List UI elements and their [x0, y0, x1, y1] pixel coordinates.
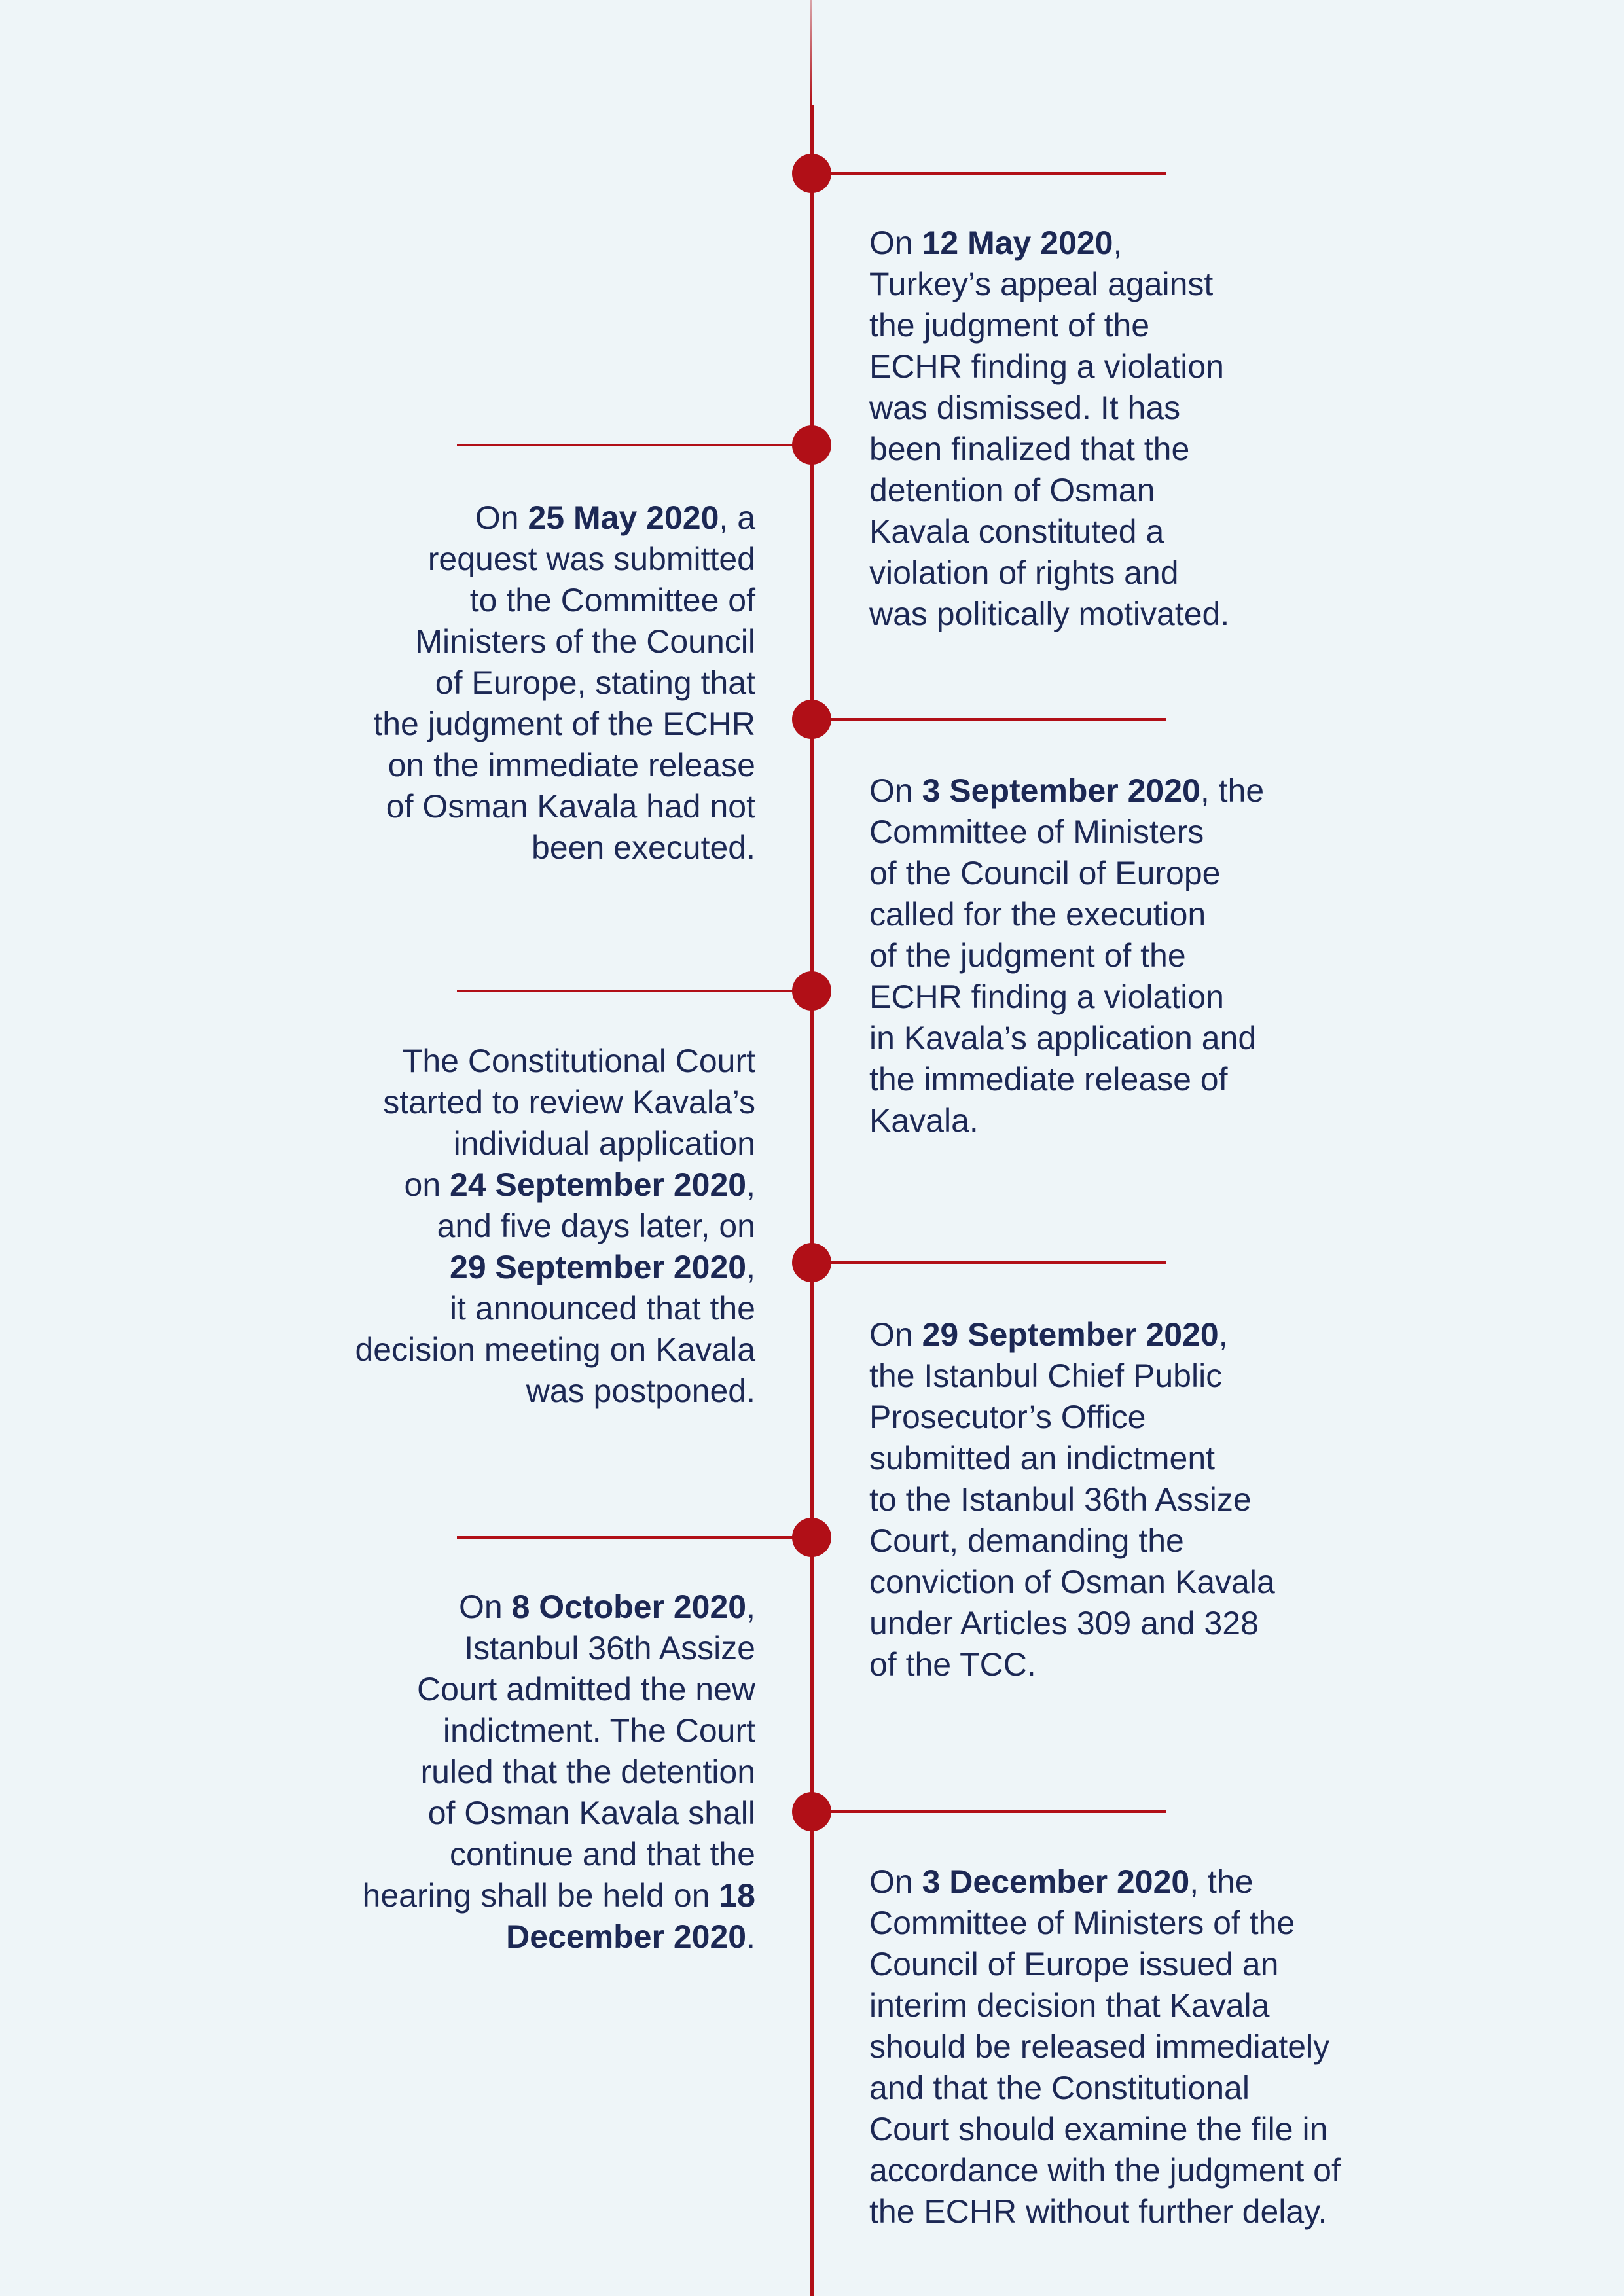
event-description: On	[869, 1316, 922, 1353]
event-date: 18 December 2020	[506, 1877, 755, 1955]
timeline-marker	[792, 1243, 831, 1282]
timeline-axis-top	[810, 0, 812, 105]
event-description: .	[746, 1918, 755, 1955]
connector-line	[812, 1261, 1166, 1264]
event-date: 3 September 2020	[922, 772, 1200, 809]
connector-line	[812, 1810, 1166, 1813]
connector-line	[812, 718, 1166, 721]
event-description: On	[869, 224, 922, 261]
event-text	[249, 1587, 755, 1958]
event-text	[869, 223, 1445, 635]
event-description: , it announced that the decision meeting on Kavala was postponed.	[355, 1249, 755, 1409]
connector-line	[457, 990, 812, 992]
timeline-marker	[792, 1792, 831, 1831]
event-description: On	[475, 499, 528, 536]
event-description: , Turkey’s appeal against the judgment of the ECHR finding a violation was dismissed. It has been finalized that the detention of Osman Kavala constituted a violation of rights and was politically motivated.	[869, 224, 1230, 632]
event-date: 8 October 2020	[511, 1588, 747, 1625]
event-description: On	[869, 1863, 922, 1900]
event-description: , Istanbul 36th Assize Court admitted the new indictment. The Court ruled that the detention of Osman Kavala shall continue and that the hearing shall be held on	[362, 1588, 755, 1914]
timeline-marker	[792, 154, 831, 193]
event-text	[869, 1314, 1445, 1685]
event-description: , and five days later, on	[437, 1166, 755, 1244]
event-date: 29 September 2020	[922, 1316, 1219, 1353]
event-text	[869, 770, 1445, 1141]
event-description: On	[458, 1588, 512, 1625]
event-text	[249, 497, 755, 869]
event-date: 29 September 2020	[450, 1249, 747, 1285]
event-description: , the Committee of Ministers of the Council of Europe called for the execution of the judgment of the ECHR finding a violation in Kavala’s application and the immediate release of Kavala.	[869, 772, 1265, 1139]
event-date: 24 September 2020	[450, 1166, 747, 1203]
event-text	[869, 1861, 1445, 2233]
event-date: 25 May 2020	[528, 499, 719, 536]
event-text	[249, 1041, 755, 1412]
event-description: , the Istanbul Chief Public Prosecutor’s Office submitted an indictment to the Istanbul 36th Assize Court, demanding the conviction of Osman Kavala under Articles 309 and 328 of the TCC.	[869, 1316, 1275, 1683]
event-description: , the Committee of Ministers of the Council of Europe issued an interim decision that Kavala should be released immediately and that the Constitutional Court should examine the file in accordance with the judgment of the ECHR without further delay.	[869, 1863, 1341, 2230]
event-description: The Constitutional Court started to review Kavala’s individual application on	[383, 1043, 755, 1203]
timeline-marker	[792, 425, 831, 465]
event-date: 3 December 2020	[922, 1863, 1190, 1900]
event-description: On	[869, 772, 922, 809]
timeline-marker	[792, 700, 831, 739]
event-description: , a request was submitted to the Committee of Ministers of the Council of Europe, stating that the judgment of the ECHR on the immediate release of Osman Kavala had not been executed.	[373, 499, 755, 866]
connector-line	[812, 172, 1166, 175]
event-date: 12 May 2020	[922, 224, 1113, 261]
timeline-marker	[792, 971, 831, 1011]
connector-line	[457, 1536, 812, 1539]
connector-line	[457, 444, 812, 446]
timeline-marker	[792, 1518, 831, 1557]
